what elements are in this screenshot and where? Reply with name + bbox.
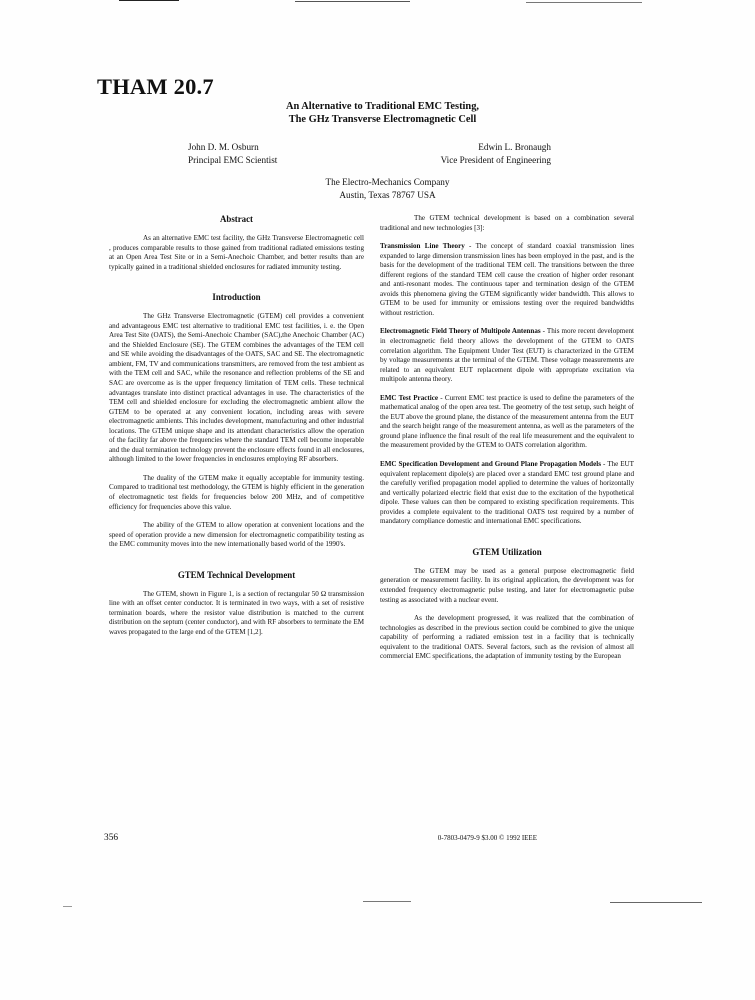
run-in-heading: Transmission Line Theory [380,242,465,251]
item-text: The concept of standard coaxial transmission lines expanded to large dimension transmission lines has been employed in the past, and is the basis for the development of the traditional TEM cell. The transitions between the three different regions of the standard TEM cell cause the creation of higher order resonant and anti-resonant modes. The continuous taper and termination design of the GTEM avoids this phenomena giving the GTEM significantly wider bandwidth. This allows to GTEM to be used for immunity or emissions testing over the required bandwidths without restriction. [380,242,634,317]
right-column [380,214,634,662]
author-name: Edwin L. Bronaugh [478,142,551,152]
tech-item-multipole-antennas [380,327,634,384]
scan-artifact-line [363,901,411,902]
abstract-text: As an alternative EMC test facility, the GHz Transverse Electromagnetic cell , produces comparable results to those gained from traditional radiated emissions testing at an Open Area Test Site or in a Semi-Anechoic Chamber, and better results than are typically gained in a traditional shielded enclosures for radiated immunity testing. [109,234,364,271]
scan-artifact-line [119,0,179,1]
title-line-1: An Alternative to Traditional EMC Testing, [285,101,479,112]
technical-development-heading: GTEM Technical Development [177,569,296,580]
scan-artifact-line [610,902,702,903]
company-location: Austin, Texas 78767 USA [339,189,436,200]
tech-paragraph-1: The GTEM, shown in Figure 1, is a section of rectangular 50 Ω transmission line with an offset center conductor. It is terminated in two ways, with a set of resistive termination boards, where the resistor value distribution is matched to the current distribution on the septum (center conductor), and with RF absorbers to terminate the EM waves propagated to the large end of the GTEM [1,2]. [109,589,364,636]
item-text: The EUT equivalent replacement dipole(s) are placed over a standard EMC test ground plane and the carefully verified propagation model applied to determine the values of horizontally and vertically polarized electric field that exist due to the excitation of the hypothetical dipole. These values can then be compared to existing specification requirements. This provides a complete equivalent to the traditional OATS test required by a number of mandatory compliance domestic and international EMC specifications. [380,460,635,526]
author-name: John D. M. Osburn [188,142,259,152]
author-role: Vice President of Engineering [440,154,551,165]
scan-artifact-line [295,1,410,2]
tech-intro-paragraph: The GTEM technical development is based on a combination several traditional and new technologies [3]: [380,214,634,232]
separator: - [438,393,445,402]
copyright-notice: 0-7803-0479-9 $3.00 © 1992 IEEE [437,834,537,842]
intro-paragraph-3: The ability of the GTEM to allow operation at convenient locations and the speed of operation provide a new dimension for electromagnetic compatibility testing as the EMC community moves into the new internationally based world of the 1990's. [109,521,364,549]
page-number: 356 [104,833,119,843]
tech-item-transmission-line [380,242,634,318]
run-in-heading: Electromagnetic Field Theory of Multipole Antennas [380,327,541,336]
separator: - [540,327,547,336]
author-2 [441,141,551,166]
intro-paragraph-2: The duality of the GTEM make it equally acceptable for immunity testing. Compared to traditional test methodology, the GTEM is highly efficient in the generation of electromagnetic test fields for frequencies below 200 MHz, and of competitive efficiency for frequencies above this value. [109,473,364,511]
affiliation [0,176,755,201]
company-name: The Electro-Mechanics Company [325,177,450,187]
introduction-heading: Introduction [212,292,261,303]
scan-artifact-line [63,906,72,907]
abstract-heading: Abstract [219,214,254,224]
separator: - [600,460,608,469]
utilization-paragraph-1: The GTEM may be used as a general purpose electromagnetic field generation or measurement facility. In its original application, the development was for extended frequency electromagnetic pulse testing, and later for electromagnetic pulse testing as associated with a nuclear event. [380,566,634,604]
scan-artifact-line [526,2,642,3]
run-in-heading: EMC Test Practice [380,393,439,402]
item-text: Current EMC test practice is used to define the parameters of the mathematical analog of the open area test. The geometry of the test setup, such height of the EUT above the ground plane, the distance of the measurement antenna from the EUT and the search height range of the measurement antenna, as well as the parameters of the ground plane influence the final result of the real life measurement and the equivalent to the measurement provided by the GTEM to OATS correlation algorithm. [380,393,634,450]
title-line-2: The GHz Transverse Electromagnetic Cell [288,114,477,125]
paper-title [0,100,755,126]
utilization-heading: GTEM Utilization [472,546,542,557]
run-in-heading: EMC Specification Development and Ground Plane Propagation Models [380,460,601,469]
utilization-paragraph-2: As the development progressed, it was realized that the combination of technologies as described in the previous section could be combined to give the unique capability of performing a radiated emission test in a facility that is technically equivalent to the traditional OATS. Several factors, such as the revision of almost all commercial EMC specifications, the adaptation of immunity testing by the European [380,614,634,661]
tech-item-specification-development [380,460,634,527]
left-column [109,214,364,638]
author-role: Principal EMC Scientist [188,154,278,165]
author-1 [188,141,277,166]
separator: - [464,242,476,251]
item-text: This more recent development in electromagnetic field theory allows the development of the GTEM to OATS correlation algorithm. The Equipment Under Test (EUT) is characterized in the GTEM by voltage measurements at the terminal of the GTEM. These voltage measurements are related to an equivalent EUT replacement dipole with appropriate excitation via multipole antenna theory. [380,327,634,384]
session-id: THAM 20.7 [97,74,214,99]
intro-paragraph-1: The GHz Transverse Electromagnetic (GTEM) cell provides a convenient and advantageous EMC test alternative to traditional EMC test facilities, i. e. the Open Area Test Site (OATS), the Semi-Anechoic Chamber (SAC),the Anechoic Chamber (AC) and the Shielded Enclosure (SE). The GTEM combines the advantages of the TEM cell and SE while avoiding the disadvantages of the OATS, SAC and SE. The electromagnetic ambient, FM, TV and communications transmitters, are removed from the test ambient as with the TEM cell and SAC, while the resonance and reflection problems of the SE and SAC are overcome as is the upper frequency limitation of TEM cells. These technical advantages translate into distinct practical advantages in use. The characteristics of the TEM cell and shielded enclosure for excluding the electromagnetic ambient allow the GTEM to be operated at any convenient location, including areas with severe electromagnetic ambients. This includes development, manufacturing and other industrial locations. The GTEM unique shape and its attendant characteristics allow the operation of the facility far above the frequencies where the standard TEM cell become inoperable and the dual termination technology prevent the enclosure effects found in all enclosures, although limited to the lower frequencies in enclosures employing RF absorbers. [109,312,364,464]
tech-item-emc-test-practice [380,394,634,451]
